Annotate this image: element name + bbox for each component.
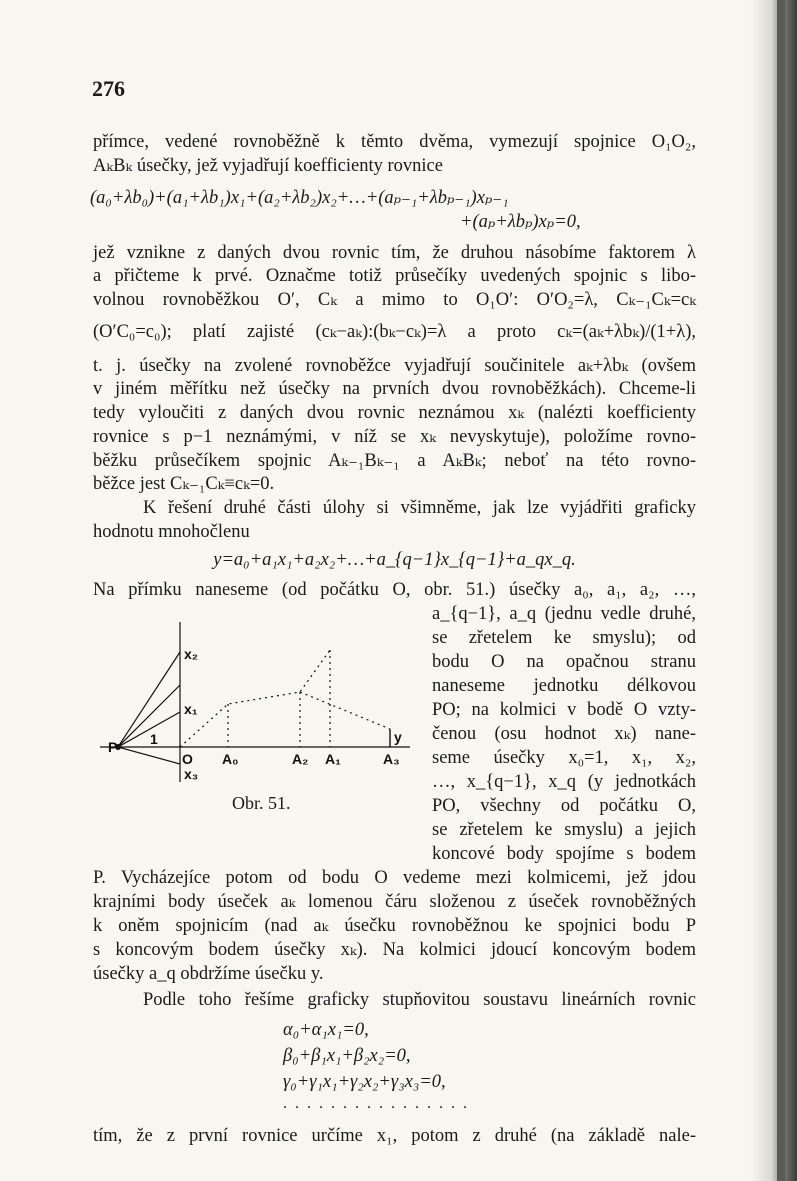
text-line: a přičteme k prvé. Označme totiž průsečíky uvedených spojnic s libo-	[93, 266, 696, 286]
label-y: y	[394, 729, 402, 745]
page-binding-edge	[751, 0, 797, 1181]
text-line: běžce jest Cₖ₋₁Cₖ≡cₖ=0.	[93, 474, 275, 494]
equation-line: y=a₀+a₁x₁+a₂x₂+…+a_{q−1}x_{q−1}+a_qx_q.	[213, 550, 576, 570]
label-a0: A₀	[222, 751, 239, 767]
equation-line: (a₀+λb₀)+(a₁+λb₁)x₁+(a₂+λb₂)x₂+…+(aₚ₋₁+λbₚ₋₁)xₚ₋₁	[90, 188, 509, 208]
text-line: Na přímku naneseme (od počátku O, obr. 51.) úsečky a₀, a₁, a₂, …,	[93, 580, 696, 600]
text-line: se zřetelem ke smyslu); od	[432, 628, 696, 648]
text-line: běžku průsečíkem spojnic Aₖ₋₁Bₖ₋₁ a AₖBₖ; neboť na této rovno-	[93, 451, 696, 471]
text-line: rovnice s p−1 neznámými, v níž se xₖ nevyskytuje), položíme rovno-	[93, 427, 696, 447]
broken-line-upper	[180, 650, 330, 747]
broken-line-lower	[300, 692, 390, 729]
text-line: tím, že z první rovnice určíme x₁, potom z druhé (na základě nale-	[93, 1126, 696, 1146]
text-line: …, x_{q−1}, x_q (y jednotkách	[432, 772, 696, 792]
text-line: se zřetelem ke smyslu) a jejich	[432, 820, 696, 840]
text-line: v jiném měřítku než úsečky na prvních dvou rovnoběžkách). Chceme-li	[93, 379, 696, 399]
label-x1: x₁	[184, 701, 198, 717]
text-line: bodu O na opačnou stranu	[432, 652, 696, 672]
text-line: t. j. úsečky na zvolené rovnoběžce vyjadřují součinitele aₖ+λbₖ (ovšem	[93, 356, 696, 376]
text-line: PO; na kolmici v bodě O vzty-	[432, 700, 696, 720]
label-one: 1	[150, 731, 158, 747]
equation-line: β₀+β₁x₁+β₂x₂=0,	[283, 1046, 411, 1066]
ray-p-upper	[118, 712, 180, 747]
text-line: k oněm spojnicím (nad aₖ úsečku rovnoběžnou ke spojnici bodu P	[93, 916, 696, 936]
text-line: s koncovým bodem úsečky xₖ). Na kolmici jdoucí koncovým bodem	[93, 940, 696, 960]
text-line: naneseme jednotku délkovou	[432, 676, 696, 696]
label-x2: x₂	[184, 646, 199, 662]
text-line: PO, všechny od počátku O,	[432, 796, 696, 816]
label-a1: A₁	[325, 751, 341, 767]
equation-line: α₀+α₁x₁=0,	[283, 1020, 369, 1040]
text-line: koncové body spojíme s bodem	[432, 844, 696, 864]
ray-p-x3	[118, 747, 180, 764]
figure-51	[100, 612, 420, 792]
equation-line: +(aₚ+λbₚ)xₚ=0,	[460, 212, 581, 232]
label-a3: A₃	[383, 751, 400, 767]
text-line: Podle toho řešíme graficky stupňovitou soustavu lineárních rovnic	[143, 990, 696, 1010]
text-line: krajními body úseček aₖ lomenou čáru složenou z úseček rovnoběžných	[93, 892, 696, 912]
label-o: O	[182, 751, 193, 767]
text-line: volnou rovnoběžkou O′, Cₖ a mimo to O₁O′: O′O₂=λ, Cₖ₋₁Cₖ=cₖ	[93, 290, 696, 310]
text-line: přímce, vedené rovnoběžně k těmto dvěma, vymezují spojnice O₁O₂,	[93, 132, 696, 152]
text-line: P. Vycházejíce potom od bodu O vedeme mezi kolmicemi, jež jdou	[93, 868, 696, 888]
text-line: a_{q−1}, a_q (jednu vedle druhé,	[432, 604, 696, 624]
text-line: jež vznikne z daných dvou rovnic tím, že druhou násobíme faktorem λ	[93, 243, 696, 263]
text-line: úsečky a_q obdržíme úsečku y.	[93, 964, 324, 984]
label-x3: x₃	[184, 766, 199, 782]
ray-p-x1	[118, 685, 180, 747]
text-line: seme úsečky x₀=1, x₁, x₂,	[432, 748, 696, 768]
page-number: 276	[92, 76, 125, 101]
text-line: (O′C₀=c₀); platí zajisté (cₖ−aₖ):(bₖ−cₖ)=λ a proto cₖ=(aₖ+λbₖ)/(1+λ),	[93, 322, 696, 342]
ray-p-x2	[118, 652, 180, 747]
equation-line: γ₀+γ₁x₁+γ₂x₂+γ₃x₃=0,	[283, 1072, 446, 1092]
text-line: K řešení druhé části úlohy si všimněme, jak lze vyjádřiti graficky	[143, 498, 696, 518]
text-line: hodnotu mnohočlenu	[93, 522, 250, 542]
label-p: P	[108, 739, 118, 755]
label-a2: A₂	[292, 751, 309, 767]
text-line: tedy vyloučiti z daných dvou rovnic neznámou xₖ (nalézti koefficienty	[93, 403, 696, 423]
ellipsis-line: . . . . . . . . . . . . . . . .	[283, 1095, 469, 1112]
figure-caption: Obr. 51.	[232, 793, 291, 813]
text-line: čenou (osu hodnot xₖ) nane-	[432, 724, 696, 744]
text-line: AₖBₖ úsečky, jež vyjadřují koefficienty rovnice	[93, 156, 443, 176]
